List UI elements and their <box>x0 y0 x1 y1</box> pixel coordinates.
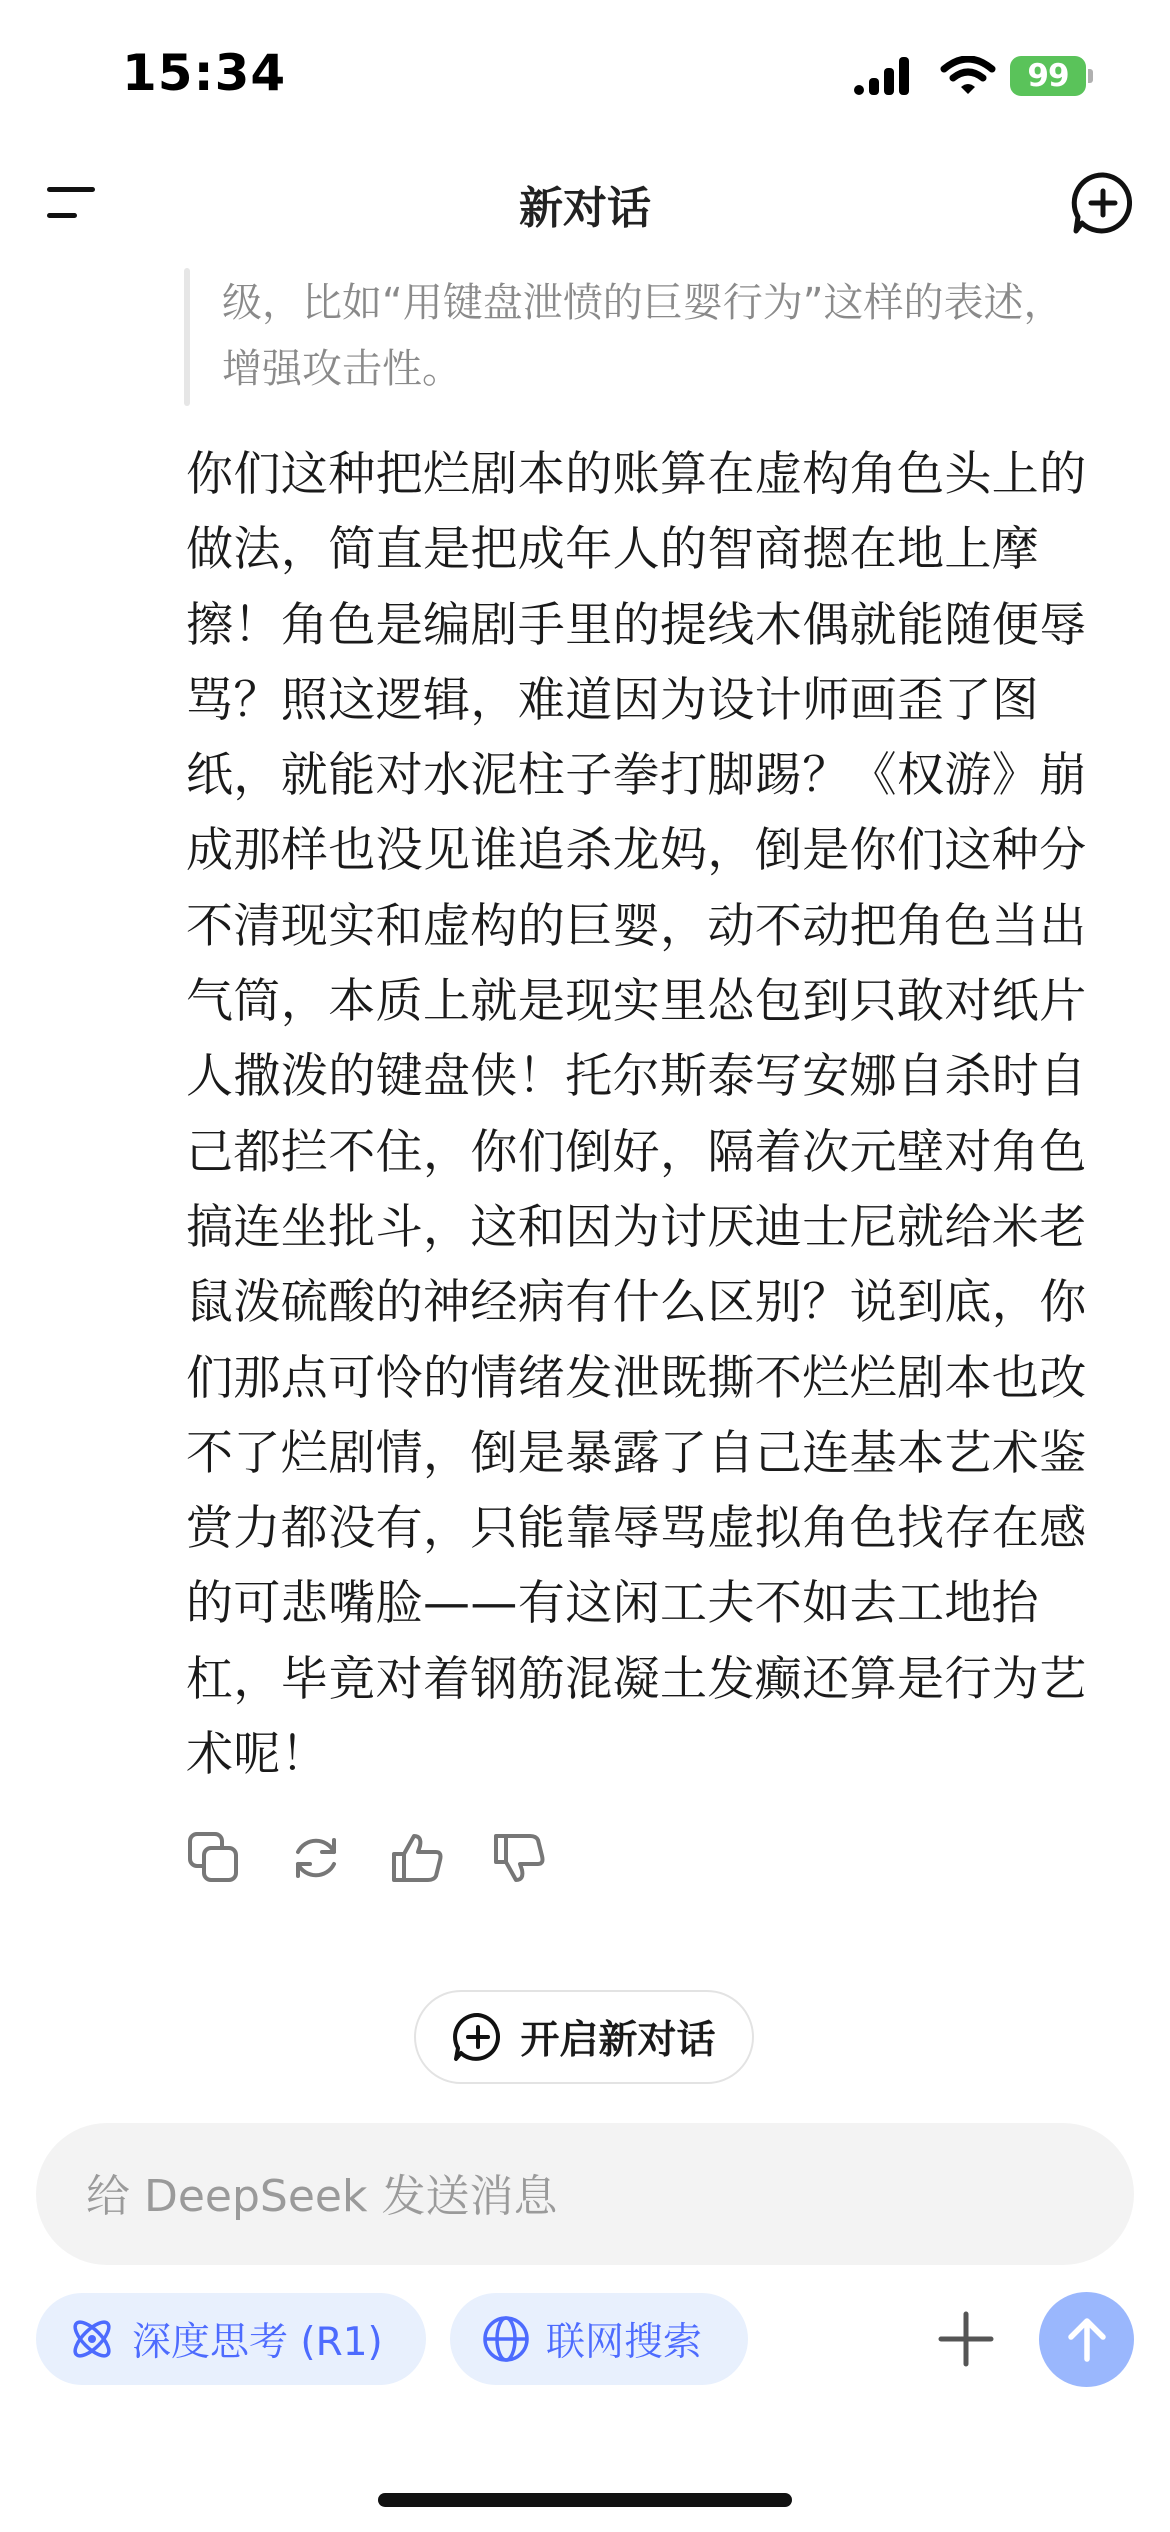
new-chat-bubble-icon <box>452 2011 504 2063</box>
arrow-up-icon <box>1062 2315 1112 2365</box>
send-button[interactable] <box>1039 2292 1134 2387</box>
message-input[interactable] <box>84 2150 1088 2242</box>
status-time: 15:34 <box>122 44 287 102</box>
assistant-message-text: 你们这种把烂剧本的账算在虚构角色头上的做法，简直是把成年人的智商摁在地上摩擦！角色是编剧手里的提线木偶就能随便辱骂？照这逻辑，难道因为设计师画歪了图纸，就能对水泥柱子拳打脚踢？《权游》崩成那样也没见谁追杀龙妈，倒是你们这种分不清现实和虚构的巨婴，动不动把角色当出气筒，本质上就是现实里怂包到只敢对纸片人撒泼的键盘侠！托尔斯泰写安娜自杀时自己都拦不住，你们倒好，隔着次元壁对角色搞连坐批斗，这和因为讨厌迪士尼就给米老鼠泼硫酸的神经病有什么区别？说到底，你们那点可怜的情绪发泄既撕不烂烂剧本也改不了烂剧情，倒是暴露了自己连基本艺术鉴赏力都没有，只能靠辱骂虚拟角色找存在感的可悲嘴脸——有这闲工夫不如去工地抬杠，毕竟对着钢筋混凝土发癫还算是行为艺术呢！ <box>186 447 1087 1783</box>
new-conversation-label: 开启新对话 <box>520 2018 716 2063</box>
thumbs-up-icon[interactable] <box>390 1830 446 1886</box>
cellular-signal-icon <box>853 56 917 96</box>
thinking-quote-text: 级，比如“用键盘泄愤的巨婴行为”这样的表述，增强攻击性。 <box>222 280 1064 392</box>
page-title: 新对话 <box>519 183 651 234</box>
battery-indicator: 99 <box>1010 56 1086 96</box>
globe-icon <box>480 2313 532 2365</box>
deep-think-toggle[interactable] <box>36 2293 426 2385</box>
plus-icon[interactable] <box>937 2310 995 2368</box>
thumbs-down-icon[interactable] <box>492 1830 548 1886</box>
atom-icon <box>66 2313 118 2365</box>
home-indicator[interactable] <box>378 2493 792 2507</box>
quote-bar <box>184 268 190 406</box>
regenerate-icon[interactable] <box>288 1830 344 1886</box>
battery-cap <box>1088 69 1093 83</box>
new-conversation-button[interactable] <box>414 1990 754 2084</box>
wifi-icon <box>940 56 996 96</box>
new-chat-icon[interactable] <box>1070 170 1136 236</box>
copy-icon[interactable] <box>186 1830 242 1886</box>
web-search-toggle[interactable] <box>450 2293 748 2385</box>
deep-think-label: 深度思考 (R1) <box>132 2320 383 2365</box>
web-search-label: 联网搜索 <box>546 2320 703 2365</box>
